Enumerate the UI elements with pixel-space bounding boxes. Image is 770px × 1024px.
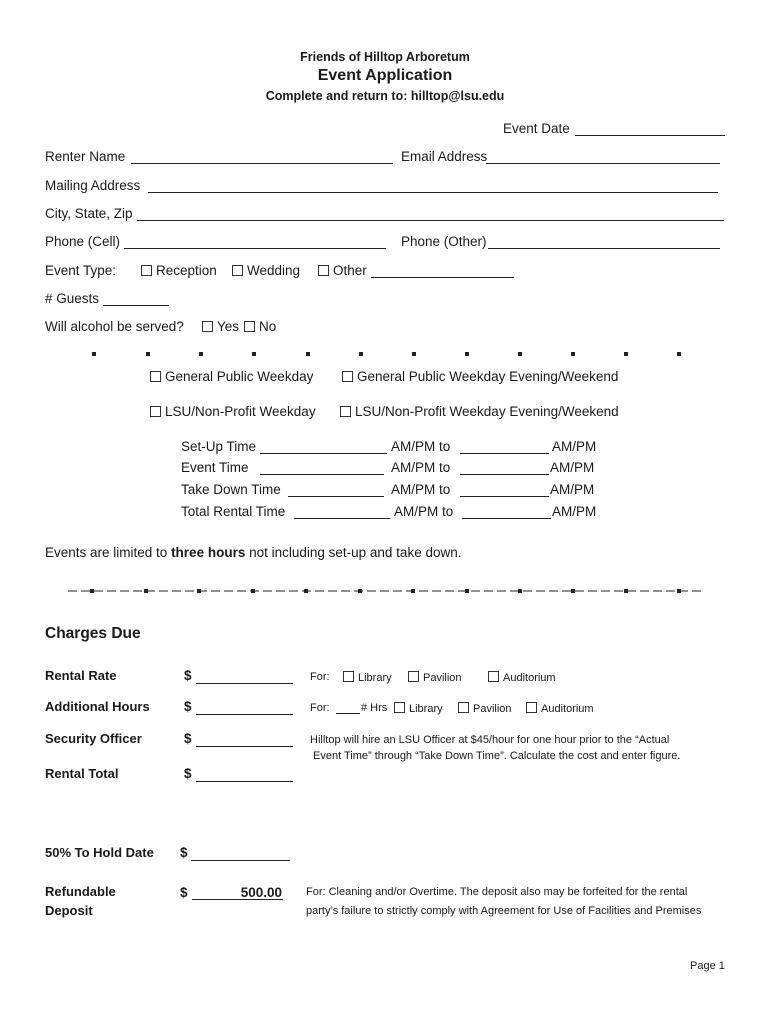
setup-ampm-to: AM/PM to xyxy=(391,439,451,454)
additional-hours-dollar: $ xyxy=(184,699,192,714)
total-ampm-to: AM/PM to xyxy=(394,504,454,519)
alcohol-no-option[interactable]: No xyxy=(244,319,276,335)
wedding-option[interactable]: Wedding xyxy=(232,263,300,279)
phone-cell-field[interactable] xyxy=(124,248,386,249)
renter-name-label: Renter Name xyxy=(45,149,126,164)
checkbox-icon[interactable] xyxy=(343,671,354,682)
hours-auditorium-option[interactable]: Auditorium xyxy=(526,702,594,716)
rate-gp-evening[interactable]: General Public Weekday Evening/Weekend xyxy=(342,369,618,385)
hold-date-dollar: $ xyxy=(180,845,188,860)
additional-hours-label: Additional Hours xyxy=(45,699,150,714)
event-time-to-field[interactable] xyxy=(460,474,549,475)
rental-rate-label: Rental Rate xyxy=(45,668,117,683)
mailing-label: Mailing Address xyxy=(45,178,141,193)
deposit-note-line2: party’s failure to strictly comply with Agreement for Use of Facilities and Premises xyxy=(306,905,702,917)
total-time-from-field[interactable] xyxy=(294,518,390,519)
checkbox-icon[interactable] xyxy=(458,702,469,713)
checkbox-icon[interactable] xyxy=(150,371,161,382)
takedown-ampm-to: AM/PM to xyxy=(391,482,451,497)
event-ampm: AM/PM xyxy=(550,460,595,475)
additional-hours-field[interactable] xyxy=(196,714,293,715)
takedown-time-to-field[interactable] xyxy=(460,496,549,497)
hours-count-field[interactable] xyxy=(336,713,360,714)
checkbox-icon[interactable] xyxy=(150,406,161,417)
event-ampm-to: AM/PM to xyxy=(391,460,451,475)
hold-date-label: 50% To Hold Date xyxy=(45,845,154,860)
total-ampm: AM/PM xyxy=(552,504,597,519)
total-time-to-field[interactable] xyxy=(462,518,551,519)
alcohol-yes-option[interactable]: Yes xyxy=(202,319,239,335)
guests-field[interactable] xyxy=(103,305,169,306)
charges-heading: Charges Due xyxy=(45,625,141,642)
org-name: Friends of Hilltop Arboretum xyxy=(300,50,470,64)
phone-other-field[interactable] xyxy=(488,248,720,249)
alcohol-label: Will alcohol be served? xyxy=(45,319,184,334)
event-type-label: Event Type: xyxy=(45,263,117,278)
page-title: Event Application xyxy=(317,67,453,84)
checkbox-icon[interactable] xyxy=(340,406,351,417)
checkbox-icon[interactable] xyxy=(318,265,329,276)
deposit-field[interactable] xyxy=(192,899,283,900)
rental-rate-field[interactable] xyxy=(196,683,293,684)
setup-ampm: AM/PM xyxy=(552,439,597,454)
takedown-time-from-field[interactable] xyxy=(288,496,384,497)
cut-line xyxy=(68,586,704,596)
rental-rate-dollar: $ xyxy=(184,668,192,683)
checkbox-icon[interactable] xyxy=(202,321,213,332)
setup-time-to-field[interactable] xyxy=(460,453,549,454)
rate-np-evening[interactable]: LSU/Non-Profit Weekday Evening/Weekend xyxy=(340,404,619,420)
rate-gp-weekday[interactable]: General Public Weekday xyxy=(150,369,313,385)
hours-label: # Hrs xyxy=(361,702,388,714)
security-officer-dollar: $ xyxy=(184,731,192,746)
other-field[interactable] xyxy=(371,277,514,278)
checkbox-icon[interactable] xyxy=(232,265,243,276)
reception-option[interactable]: Reception xyxy=(141,263,217,279)
checkbox-icon[interactable] xyxy=(342,371,353,382)
deposit-note-line1: For: Cleaning and/or Overtime. The deposit also may be forfeited for the rental xyxy=(306,886,688,898)
rental-total-field[interactable] xyxy=(196,781,293,782)
security-officer-label: Security Officer xyxy=(45,731,142,746)
page-number: Page 1 xyxy=(690,960,725,972)
additional-hours-for: For: xyxy=(310,702,330,714)
checkbox-icon[interactable] xyxy=(141,265,152,276)
event-date-label: Event Date xyxy=(503,121,570,136)
deposit-label-line1: Refundable xyxy=(45,884,116,899)
event-date-field[interactable] xyxy=(575,135,725,136)
checkbox-icon[interactable] xyxy=(488,671,499,682)
security-note-line1: Hilltop will hire an LSU Officer at $45/hour for one hour prior to the “Actual xyxy=(310,734,670,746)
setup-time-from-field[interactable] xyxy=(260,453,387,454)
city-field[interactable] xyxy=(137,220,724,221)
return-instructions: Complete and return to: hilltop@lsu.edu xyxy=(265,89,505,103)
event-time-label: Event Time xyxy=(181,460,249,475)
checkbox-icon[interactable] xyxy=(244,321,255,332)
event-time-from-field[interactable] xyxy=(260,474,384,475)
rental-library-option[interactable]: Library xyxy=(343,671,392,685)
setup-time-label: Set-Up Time xyxy=(181,439,257,454)
renter-name-field[interactable] xyxy=(131,163,393,164)
checkbox-icon[interactable] xyxy=(408,671,419,682)
email-field[interactable] xyxy=(486,163,720,164)
takedown-ampm: AM/PM xyxy=(550,482,595,497)
phone-cell-label: Phone (Cell) xyxy=(45,234,121,249)
guests-label: # Guests xyxy=(45,291,100,306)
deposit-dollar: $ xyxy=(180,885,188,900)
hours-pavilion-option[interactable]: Pavilion xyxy=(458,702,512,716)
rental-auditorium-option[interactable]: Auditorium xyxy=(488,671,556,685)
checkbox-icon[interactable] xyxy=(394,702,405,713)
phone-other-label: Phone (Other) xyxy=(401,234,487,249)
rate-np-weekday[interactable]: LSU/Non-Profit Weekday xyxy=(150,404,316,420)
email-label: Email Address xyxy=(401,149,488,164)
rental-total-dollar: $ xyxy=(184,766,192,781)
rental-rate-for: For: xyxy=(310,671,330,683)
three-hour-note: Events are limited to three hours not including set-up and take down. xyxy=(45,545,462,560)
security-note-line2: Event Time” through “Take Down Time”. Calculate the cost and enter figure. xyxy=(313,750,681,762)
rental-pavilion-option[interactable]: Pavilion xyxy=(408,671,462,685)
deposit-amount: 500.00 xyxy=(240,885,282,900)
other-option[interactable]: Other xyxy=(318,263,367,279)
checkbox-icon[interactable] xyxy=(526,702,537,713)
hours-library-option[interactable]: Library xyxy=(394,702,443,716)
takedown-time-label: Take Down Time xyxy=(181,482,281,497)
rental-total-label: Rental Total xyxy=(45,766,119,781)
deposit-label-line2: Deposit xyxy=(45,903,93,918)
security-officer-field[interactable] xyxy=(196,746,293,747)
total-time-label: Total Rental Time xyxy=(181,504,286,519)
hold-date-field[interactable] xyxy=(191,860,290,861)
city-label: City, State, Zip xyxy=(45,206,133,221)
mailing-field[interactable] xyxy=(148,192,718,193)
